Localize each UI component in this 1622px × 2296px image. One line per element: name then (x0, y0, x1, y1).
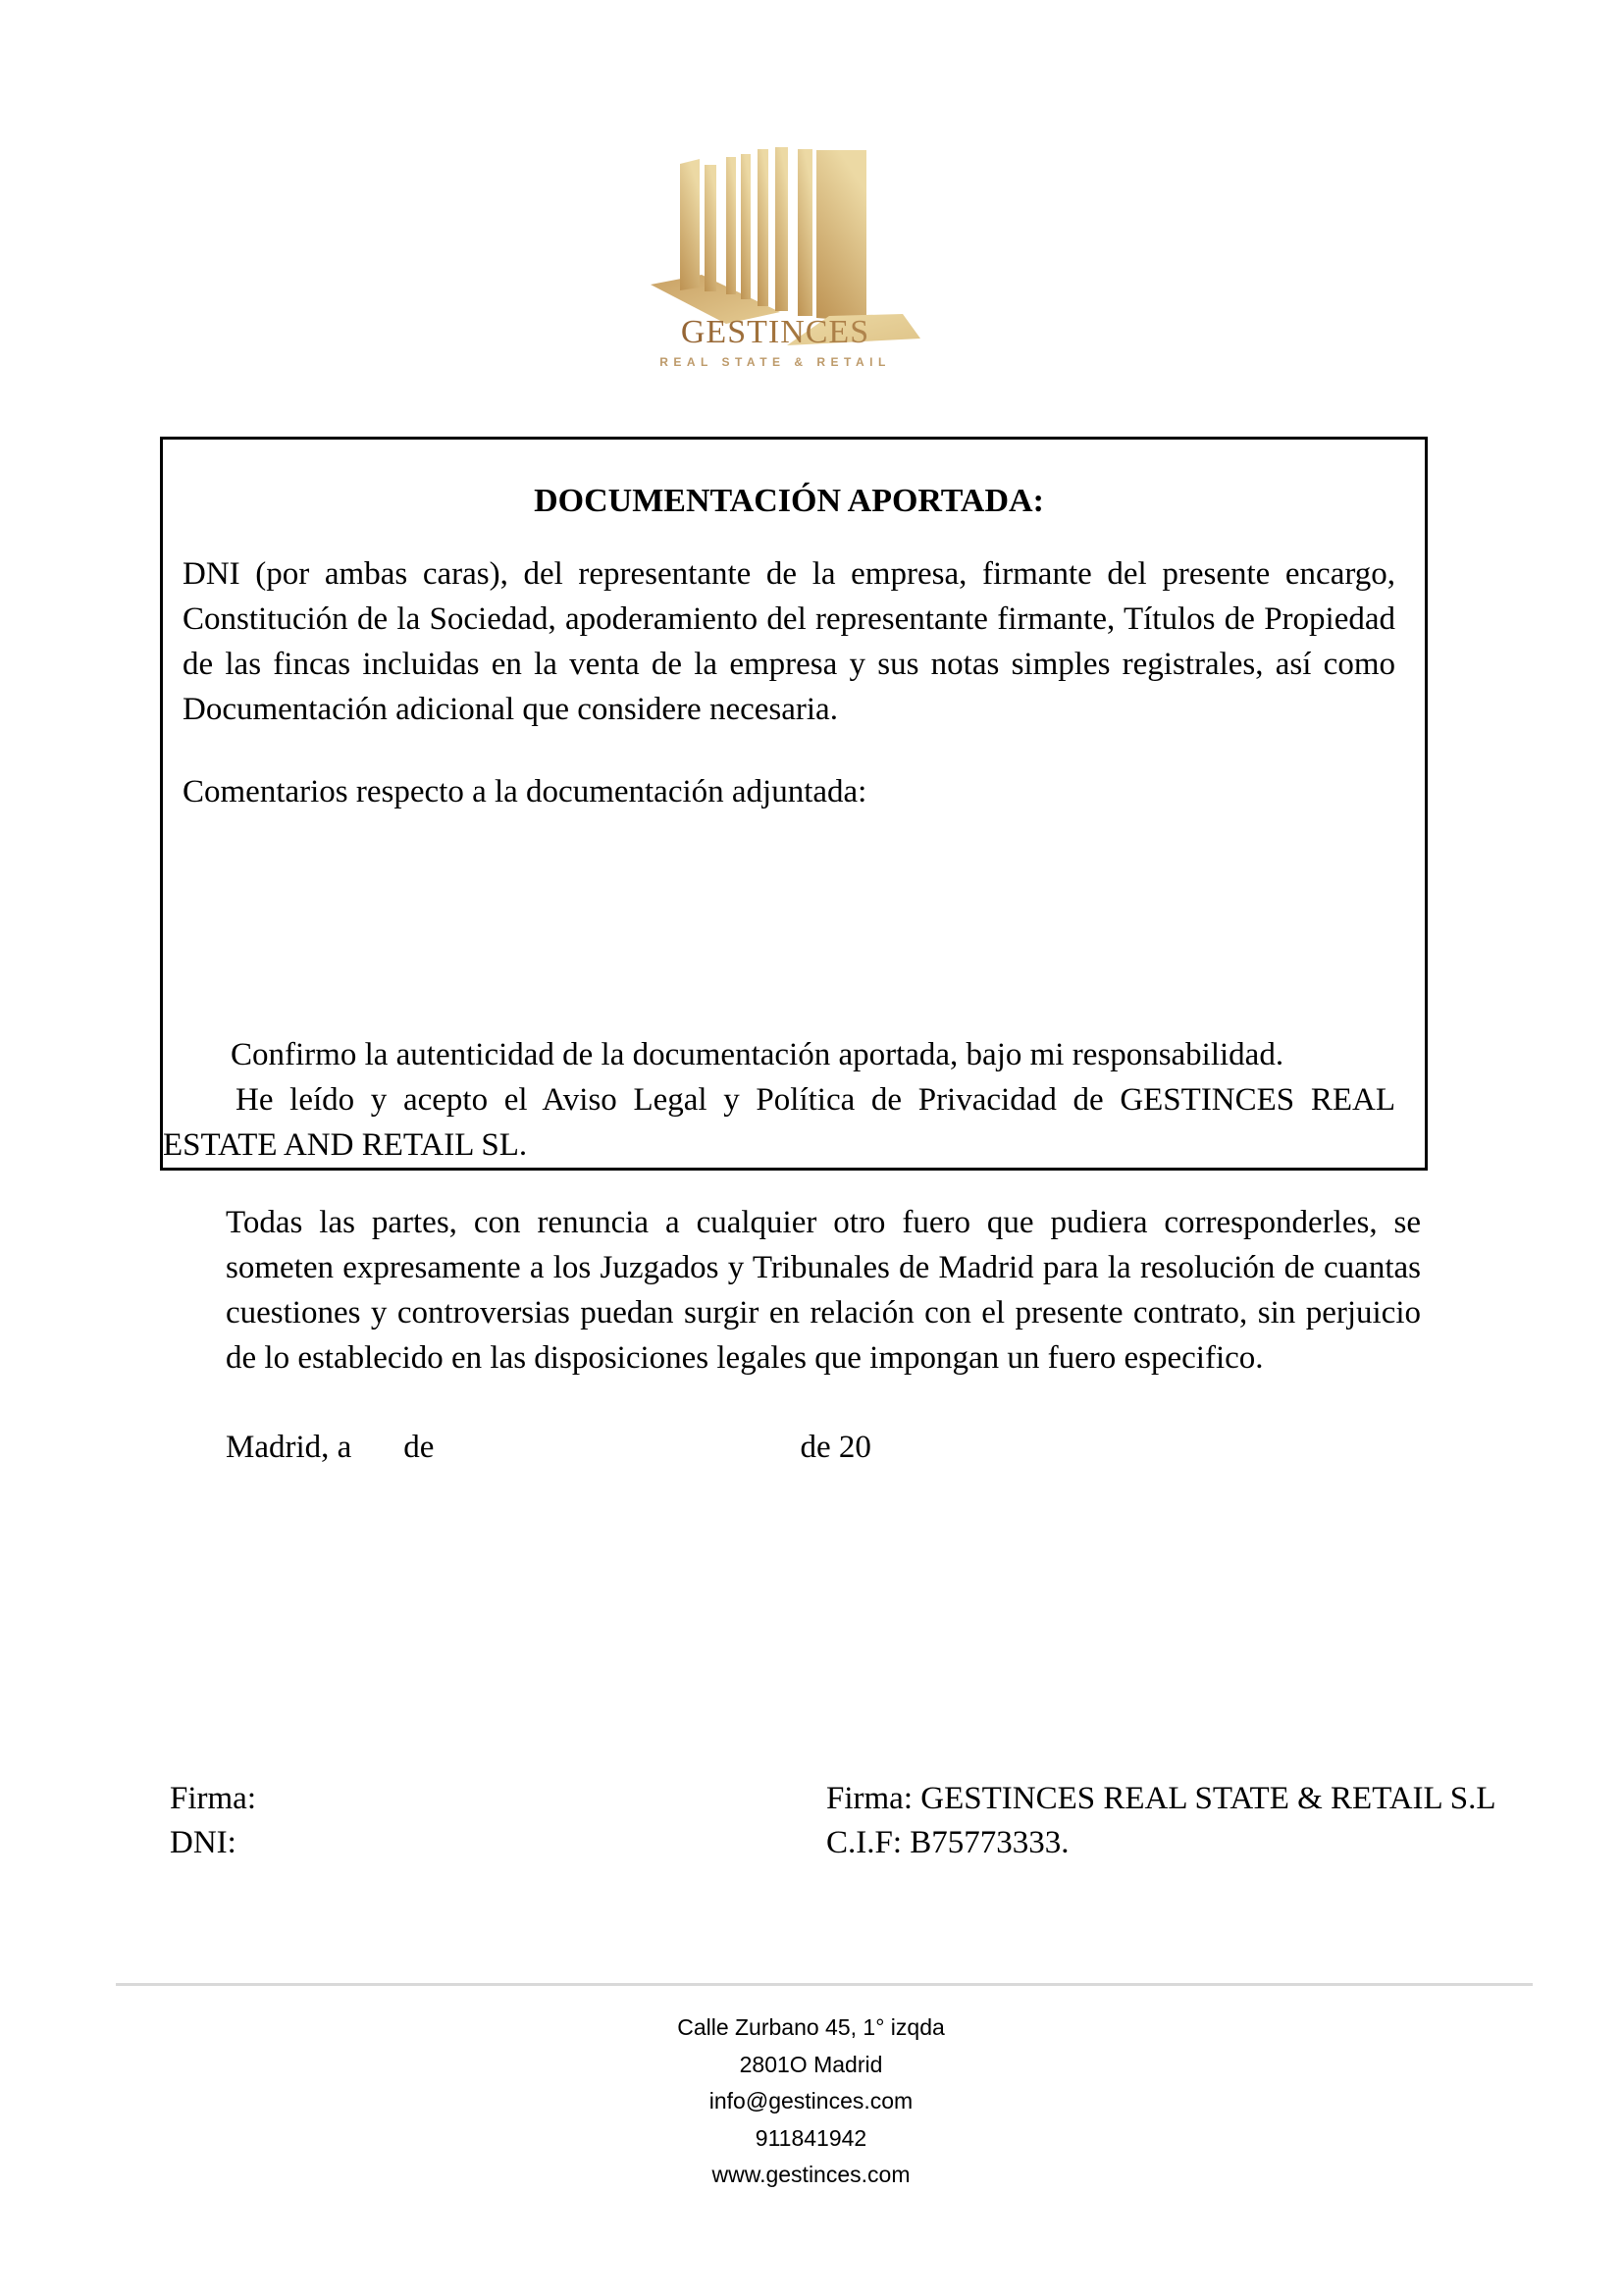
comments-label: Comentarios respecto a la documentación adjuntada: (183, 774, 867, 809)
footer (0, 2009, 1622, 2194)
date-line (226, 1425, 871, 1470)
signature-label-left: Firma: (170, 1781, 256, 1816)
footer-website: www.gestinces.com (711, 2162, 911, 2187)
cif-line: C.I.F: B75773333. (826, 1825, 1070, 1860)
brand-name: GESTINCES (628, 314, 922, 351)
footer-divider (116, 1983, 1533, 1986)
accept-legal-line: He leído y acepto el Aviso Legal y Política de Privacidad de GESTINCES REAL ESTATE AND RETAIL SL. (163, 1082, 1395, 1163)
documentation-paragraph: DNI (por ambas caras), del representante de la empresa, firmante del presente encargo, Constitución de la Sociedad, apoderamiento del representante firmante, Títulos de Propiedad de las fincas incluidas en la venta de la empresa y sus notas simples registrales, así como Documentación adicional que considere necesaria. (183, 556, 1395, 727)
comments-empty-space (183, 814, 1395, 1032)
footer-city: 2801O Madrid (739, 2051, 883, 2077)
date-de-day: de (403, 1430, 435, 1465)
footer-address: Calle Zurbano 45, 1° izqda (677, 2014, 945, 2040)
dni-label-left: DNI: (170, 1825, 236, 1860)
jurisdiction-paragraph: Todas las partes, con renuncia a cualquier otro fuero que pudiera corresponderles, se someten expresamente a los Juzgados y Tribunales de Madrid para la resolución de cuantas cuestiones y controversias puedan surgir en relación con el presente contrato, sin perjuicio de lo establecido en las disposiciones legales que impongan un fuero especifico. (226, 1205, 1421, 1376)
date-de-year: de 20 (800, 1430, 871, 1465)
footer-email: info@gestinces.com (708, 2088, 914, 2113)
date-city: Madrid, a (226, 1430, 352, 1465)
footer-phone: 911841942 (755, 2124, 867, 2151)
gestinces-logo (628, 137, 922, 369)
documentation-heading: DOCUMENTACIÓN APORTADA: (534, 483, 1044, 519)
documentation-box (160, 437, 1428, 1171)
brand-tagline: REAL STATE & RETAIL (659, 355, 891, 369)
confirm-authenticity-line: Confirmo la autenticidad de la documentación aportada, bajo mi responsabilidad. (231, 1037, 1284, 1072)
signature-company-line: Firma: GESTINCES REAL STATE & RETAIL S.L (826, 1781, 1496, 1816)
